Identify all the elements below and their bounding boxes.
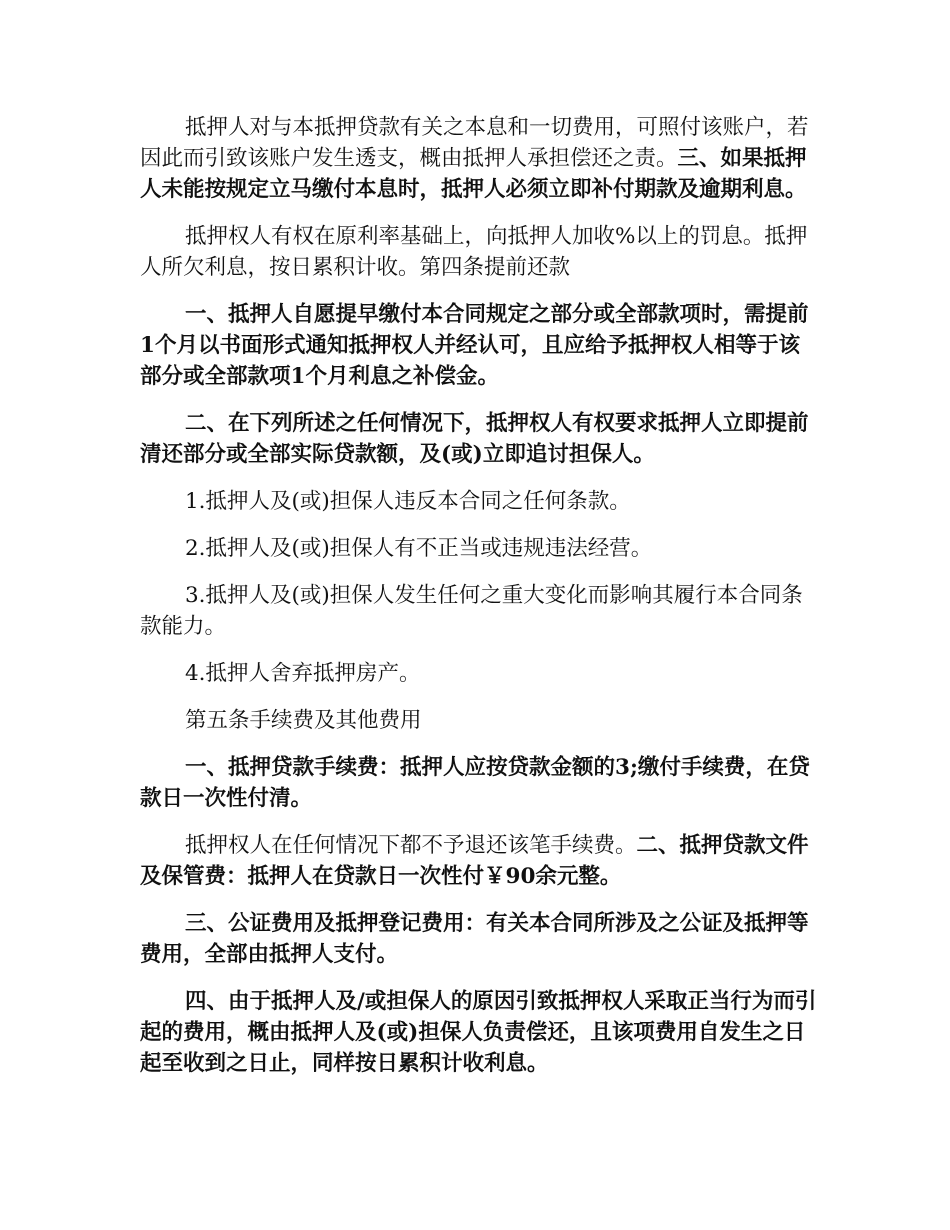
paragraph-bold-text: 三、如果抵押人未能按规定立马缴付本息时，抵押人必须立即补付期款及逾期利息。 — [140, 146, 807, 202]
paragraph-early-repayment-notice — [140, 299, 820, 392]
paragraph-text: 2.抵押人及(或)担保人有不正当或违规违法经营。 — [185, 536, 653, 561]
paragraph-text: 抵押人对与本抵押贷款有关之本息和一切费用，可照付该账户，若因此而引致该账户发生透支，概由抵押人承担偿还之责。 — [140, 115, 809, 171]
paragraph-text: 4.抵押人舍弃抵押房产。 — [185, 661, 421, 686]
paragraph-text: 3.抵押人及(或)担保人发生任何之重大变化而影响其履行本合同条款能力。 — [140, 583, 803, 639]
list-item-4 — [140, 658, 820, 689]
paragraph-early-repayment-demand — [140, 408, 820, 470]
paragraph-bold-text: 四、由于抵押人及/或担保人的原因引致抵押权人采取正当行为而引起的费用，概由抵押人及(或)担保人负责偿还，且该项费用自发生之日起至收到之日止，同样按日累积计收利息。 — [140, 989, 817, 1076]
paragraph-bold-text: 二、在下列所述之任何情况下，抵押权人有权要求抵押人立即提前清还部分或全部实际贷款额，及(或)立即追讨担保人。 — [140, 411, 809, 467]
paragraph-notary-fees — [140, 908, 820, 970]
paragraph-bold-text: 二、抵押贷款文件及保管费：抵押人在贷款日一次性付￥90余元整。 — [140, 833, 809, 889]
paragraph-text: 第五条手续费及其他费用 — [185, 708, 422, 733]
paragraph-account-overdraft — [140, 112, 820, 205]
paragraph-text: 抵押权人有权在原利率基础上，向抵押人加收%以上的罚息。抵押人所欠利息，按日累积计收。第四条提前还款 — [140, 224, 808, 280]
paragraph-bold-text: 三、公证费用及抵押登记费用：有关本合同所涉及之公证及抵押等费用，全部由抵押人支付。 — [140, 911, 809, 967]
list-item-1 — [140, 486, 820, 517]
paragraph-handling-fee — [140, 752, 820, 814]
paragraph-bold-text: 一、抵押贷款手续费：抵押人应按贷款金额的3;缴付手续费，在贷款日一次性付清。 — [140, 755, 810, 811]
paragraph-bold-text: 一、抵押人自愿提早缴付本合同规定之部分或全部款项时，需提前1个月以书面形式通知抵押权人并经认可，且应给予抵押权人相等于该部分或全部款项1个月利息之补偿金。 — [140, 302, 809, 389]
paragraph-fee-nonrefundable — [140, 830, 820, 892]
list-item-3 — [140, 580, 820, 642]
list-item-2 — [140, 533, 820, 564]
document-page — [140, 112, 820, 1095]
section-heading-article-5 — [140, 705, 820, 736]
paragraph-text: 1.抵押人及(或)担保人违反本合同之任何条款。 — [185, 489, 631, 514]
paragraph-text: 抵押权人在任何情况下都不予退还该笔手续费。 — [185, 833, 637, 858]
paragraph-penalty-interest — [140, 221, 820, 283]
paragraph-enforcement-costs — [140, 986, 820, 1079]
